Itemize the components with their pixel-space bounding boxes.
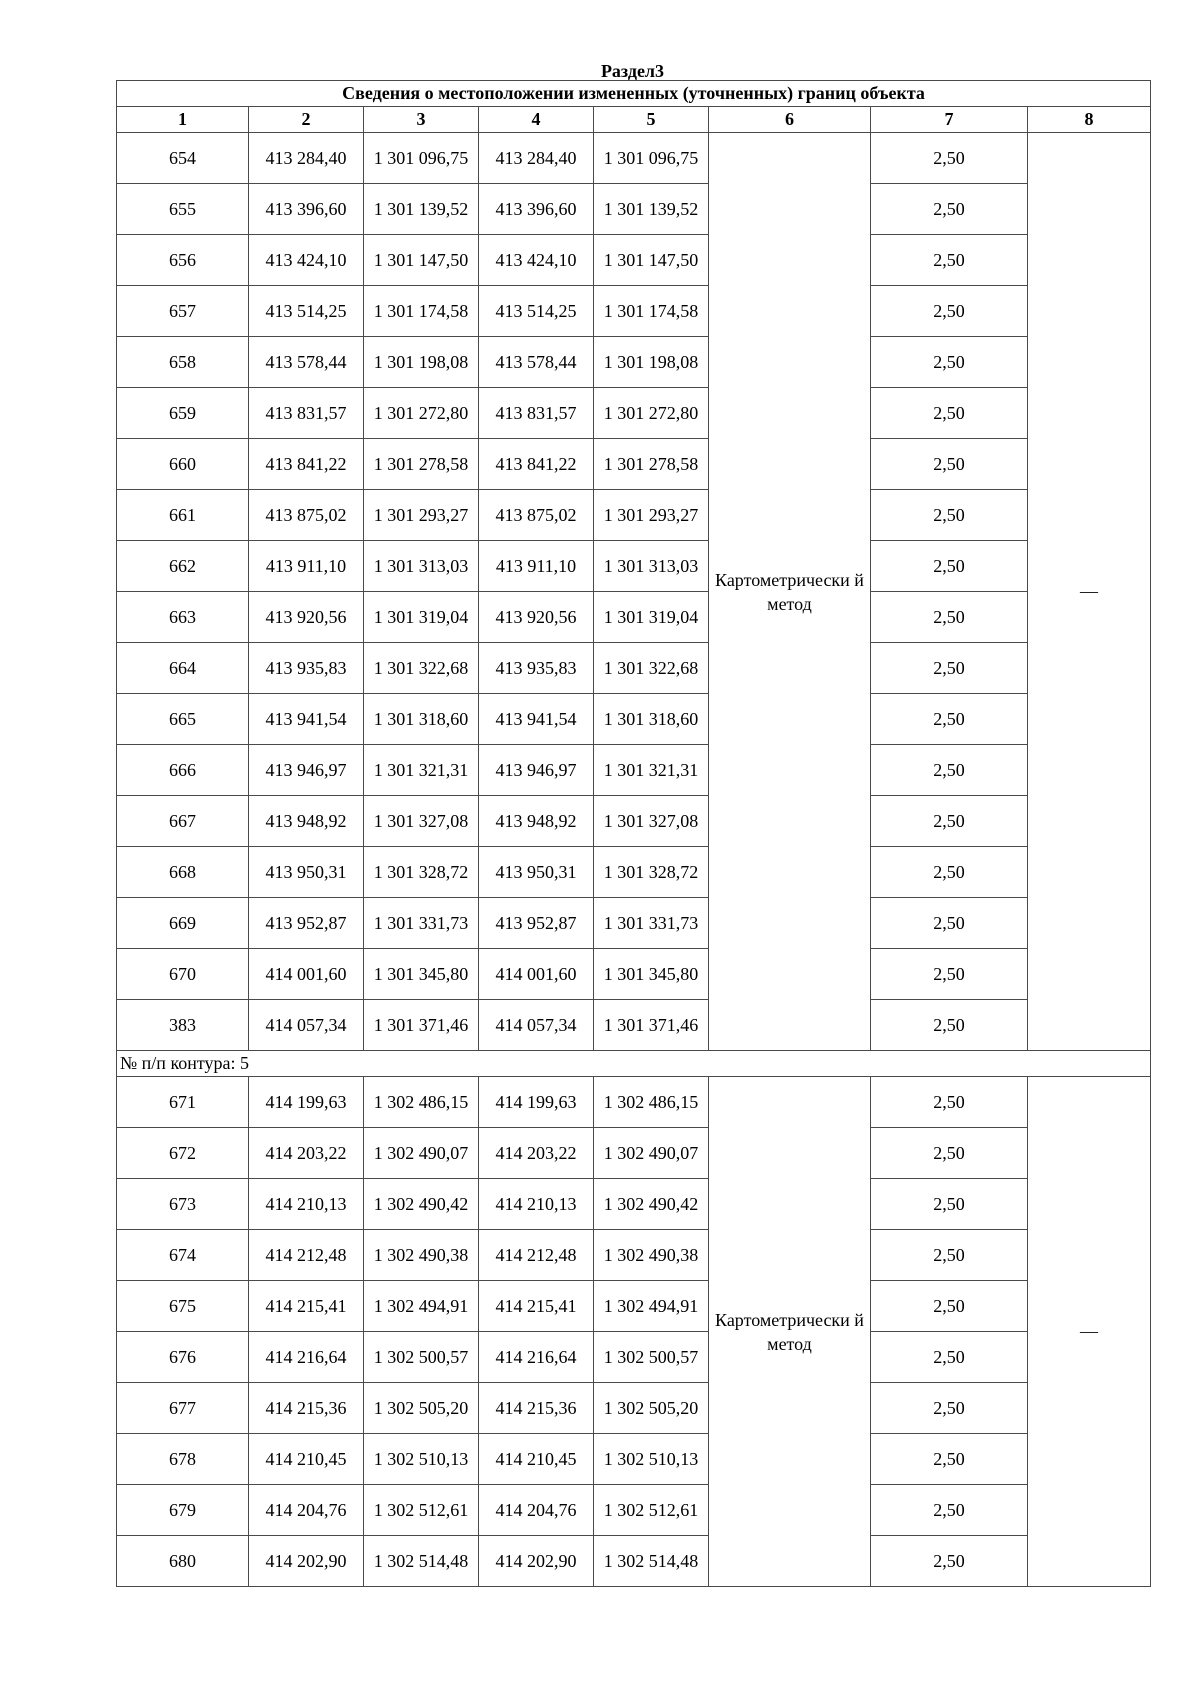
y-existing-cell: 1 302 505,20 [364,1383,479,1434]
x-existing-cell: 414 215,41 [249,1281,364,1332]
x-existing-cell: 414 199,63 [249,1077,364,1128]
table-header-row [117,107,1151,133]
y-existing-cell: 1 302 510,13 [364,1434,479,1485]
y-new-cell: 1 302 494,91 [594,1281,709,1332]
y-existing-cell: 1 301 345,80 [364,949,479,1000]
x-existing-cell: 414 216,64 [249,1332,364,1383]
accuracy-cell: 2,50 [871,286,1028,337]
point-number-cell: 383 [117,1000,249,1051]
contour-label: № п/п контура: 5 [117,1051,1151,1077]
y-existing-cell: 1 301 147,50 [364,235,479,286]
x-existing-cell: 413 831,57 [249,388,364,439]
accuracy-cell: 2,50 [871,643,1028,694]
x-new-cell: 413 514,25 [479,286,594,337]
table-row [117,745,1151,796]
x-existing-cell: 414 057,34 [249,1000,364,1051]
x-new-cell: 413 952,87 [479,898,594,949]
point-number-cell: 678 [117,1434,249,1485]
y-existing-cell: 1 301 313,03 [364,541,479,592]
x-new-cell: 414 199,63 [479,1077,594,1128]
y-new-cell: 1 302 514,48 [594,1536,709,1587]
y-new-cell: 1 301 139,52 [594,184,709,235]
table-row [117,592,1151,643]
column-8-cell: — [1028,1077,1151,1587]
y-new-cell: 1 301 321,31 [594,745,709,796]
x-existing-cell: 414 210,45 [249,1434,364,1485]
y-existing-cell: 1 301 322,68 [364,643,479,694]
y-existing-cell: 1 301 327,08 [364,796,479,847]
point-number-cell: 657 [117,286,249,337]
column-header: 5 [594,107,709,133]
x-new-cell: 413 841,22 [479,439,594,490]
point-number-cell: 667 [117,796,249,847]
x-existing-cell: 413 952,87 [249,898,364,949]
point-number-cell: 664 [117,643,249,694]
table-row [117,1179,1151,1230]
table-row [117,541,1151,592]
point-number-cell: 679 [117,1485,249,1536]
x-new-cell: 413 948,92 [479,796,594,847]
y-new-cell: 1 302 512,61 [594,1485,709,1536]
point-number-cell: 666 [117,745,249,796]
x-new-cell: 413 950,31 [479,847,594,898]
y-new-cell: 1 301 278,58 [594,439,709,490]
contour-row [117,1051,1151,1077]
accuracy-cell: 2,50 [871,1077,1028,1128]
accuracy-cell: 2,50 [871,1434,1028,1485]
accuracy-cell: 2,50 [871,898,1028,949]
point-number-cell: 659 [117,388,249,439]
x-existing-cell: 413 578,44 [249,337,364,388]
table-row [117,286,1151,337]
table-row [117,796,1151,847]
column-header: 6 [709,107,871,133]
x-new-cell: 414 216,64 [479,1332,594,1383]
y-existing-cell: 1 301 272,80 [364,388,479,439]
y-existing-cell: 1 301 318,60 [364,694,479,745]
point-number-cell: 669 [117,898,249,949]
x-existing-cell: 414 203,22 [249,1128,364,1179]
point-number-cell: 677 [117,1383,249,1434]
point-number-cell: 673 [117,1179,249,1230]
x-existing-cell: 413 841,22 [249,439,364,490]
table-row [117,898,1151,949]
table-row [117,949,1151,1000]
table-row [117,643,1151,694]
y-new-cell: 1 301 345,80 [594,949,709,1000]
accuracy-cell: 2,50 [871,1128,1028,1179]
point-number-cell: 655 [117,184,249,235]
y-new-cell: 1 302 500,57 [594,1332,709,1383]
x-new-cell: 414 202,90 [479,1536,594,1587]
y-new-cell: 1 301 328,72 [594,847,709,898]
y-existing-cell: 1 301 278,58 [364,439,479,490]
point-number-cell: 661 [117,490,249,541]
method-cell: Картометрически й метод [709,133,871,1051]
y-existing-cell: 1 302 514,48 [364,1536,479,1587]
column-8-cell: — [1028,133,1151,1051]
x-existing-cell: 413 935,83 [249,643,364,694]
section-title: Раздел3 [600,61,665,81]
accuracy-cell: 2,50 [871,439,1028,490]
point-number-cell: 662 [117,541,249,592]
accuracy-cell: 2,50 [871,133,1028,184]
table-title-row [117,81,1151,107]
accuracy-cell: 2,50 [871,1332,1028,1383]
x-existing-cell: 414 212,48 [249,1230,364,1281]
point-number-cell: 680 [117,1536,249,1587]
table-row [117,1128,1151,1179]
point-number-cell: 660 [117,439,249,490]
y-new-cell: 1 301 174,58 [594,286,709,337]
table-row [117,490,1151,541]
y-existing-cell: 1 301 319,04 [364,592,479,643]
column-header: 2 [249,107,364,133]
point-number-cell: 674 [117,1230,249,1281]
table-row [117,1281,1151,1332]
accuracy-cell: 2,50 [871,796,1028,847]
x-new-cell: 413 935,83 [479,643,594,694]
y-existing-cell: 1 301 293,27 [364,490,479,541]
accuracy-cell: 2,50 [871,1281,1028,1332]
y-existing-cell: 1 302 490,07 [364,1128,479,1179]
table-row [117,1000,1151,1051]
y-existing-cell: 1 302 490,38 [364,1230,479,1281]
point-number-cell: 663 [117,592,249,643]
x-new-cell: 414 204,76 [479,1485,594,1536]
y-existing-cell: 1 301 331,73 [364,898,479,949]
x-existing-cell: 413 948,92 [249,796,364,847]
point-number-cell: 676 [117,1332,249,1383]
table-row [117,1077,1151,1128]
x-new-cell: 413 911,10 [479,541,594,592]
x-existing-cell: 414 215,36 [249,1383,364,1434]
point-number-cell: 658 [117,337,249,388]
y-new-cell: 1 302 486,15 [594,1077,709,1128]
point-number-cell: 665 [117,694,249,745]
y-existing-cell: 1 302 500,57 [364,1332,479,1383]
y-new-cell: 1 301 198,08 [594,337,709,388]
accuracy-cell: 2,50 [871,694,1028,745]
y-new-cell: 1 301 319,04 [594,592,709,643]
y-new-cell: 1 301 272,80 [594,388,709,439]
column-header: 3 [364,107,479,133]
y-existing-cell: 1 301 371,46 [364,1000,479,1051]
point-number-cell: 668 [117,847,249,898]
y-new-cell: 1 301 096,75 [594,133,709,184]
column-header: 7 [871,107,1028,133]
x-new-cell: 413 284,40 [479,133,594,184]
column-header: 8 [1028,107,1151,133]
accuracy-cell: 2,50 [871,1485,1028,1536]
x-existing-cell: 414 210,13 [249,1179,364,1230]
x-existing-cell: 413 946,97 [249,745,364,796]
x-new-cell: 414 212,48 [479,1230,594,1281]
y-new-cell: 1 301 327,08 [594,796,709,847]
x-existing-cell: 413 875,02 [249,490,364,541]
y-existing-cell: 1 302 486,15 [364,1077,479,1128]
x-new-cell: 413 578,44 [479,337,594,388]
table-row [117,1434,1151,1485]
y-existing-cell: 1 302 494,91 [364,1281,479,1332]
x-existing-cell: 413 911,10 [249,541,364,592]
table-row [117,1536,1151,1587]
accuracy-cell: 2,50 [871,1000,1028,1051]
y-new-cell: 1 302 505,20 [594,1383,709,1434]
accuracy-cell: 2,50 [871,1383,1028,1434]
table-row [117,847,1151,898]
x-new-cell: 413 946,97 [479,745,594,796]
y-new-cell: 1 301 147,50 [594,235,709,286]
y-existing-cell: 1 302 512,61 [364,1485,479,1536]
accuracy-cell: 2,50 [871,235,1028,286]
column-header: 1 [117,107,249,133]
x-new-cell: 413 396,60 [479,184,594,235]
x-new-cell: 414 210,45 [479,1434,594,1485]
x-new-cell: 413 424,10 [479,235,594,286]
table-row [117,1485,1151,1536]
point-number-cell: 675 [117,1281,249,1332]
accuracy-cell: 2,50 [871,184,1028,235]
y-existing-cell: 1 301 096,75 [364,133,479,184]
y-new-cell: 1 301 293,27 [594,490,709,541]
y-new-cell: 1 301 371,46 [594,1000,709,1051]
accuracy-cell: 2,50 [871,1536,1028,1587]
y-new-cell: 1 302 490,07 [594,1128,709,1179]
y-new-cell: 1 301 313,03 [594,541,709,592]
y-existing-cell: 1 301 198,08 [364,337,479,388]
accuracy-cell: 2,50 [871,1230,1028,1281]
y-existing-cell: 1 302 490,42 [364,1179,479,1230]
y-new-cell: 1 301 318,60 [594,694,709,745]
point-number-cell: 672 [117,1128,249,1179]
table-row [117,388,1151,439]
table-row [117,1383,1151,1434]
accuracy-cell: 2,50 [871,490,1028,541]
x-new-cell: 413 941,54 [479,694,594,745]
y-new-cell: 1 302 490,38 [594,1230,709,1281]
column-header: 4 [479,107,594,133]
x-new-cell: 414 215,36 [479,1383,594,1434]
table-row [117,133,1151,184]
x-new-cell: 414 203,22 [479,1128,594,1179]
method-cell: Картометрически й метод [709,1077,871,1587]
y-new-cell: 1 302 490,42 [594,1179,709,1230]
x-new-cell: 413 875,02 [479,490,594,541]
point-number-cell: 656 [117,235,249,286]
y-new-cell: 1 301 322,68 [594,643,709,694]
table-row [117,1230,1151,1281]
table-row [117,184,1151,235]
boundary-coordinates-table [116,80,1151,1587]
x-existing-cell: 413 514,25 [249,286,364,337]
accuracy-cell: 2,50 [871,847,1028,898]
x-existing-cell: 413 941,54 [249,694,364,745]
accuracy-cell: 2,50 [871,337,1028,388]
y-existing-cell: 1 301 139,52 [364,184,479,235]
x-existing-cell: 414 202,90 [249,1536,364,1587]
x-existing-cell: 413 424,10 [249,235,364,286]
point-number-cell: 670 [117,949,249,1000]
y-new-cell: 1 301 331,73 [594,898,709,949]
x-existing-cell: 413 284,40 [249,133,364,184]
table-row [117,439,1151,490]
x-new-cell: 414 215,41 [479,1281,594,1332]
point-number-cell: 671 [117,1077,249,1128]
table-row [117,235,1151,286]
table-title: Сведения о местоположении измененных (уточненных) границ объекта [117,81,1151,107]
accuracy-cell: 2,50 [871,541,1028,592]
accuracy-cell: 2,50 [871,388,1028,439]
y-existing-cell: 1 301 328,72 [364,847,479,898]
x-new-cell: 414 057,34 [479,1000,594,1051]
x-new-cell: 414 001,60 [479,949,594,1000]
x-existing-cell: 413 920,56 [249,592,364,643]
accuracy-cell: 2,50 [871,592,1028,643]
x-new-cell: 413 831,57 [479,388,594,439]
y-existing-cell: 1 301 321,31 [364,745,479,796]
accuracy-cell: 2,50 [871,949,1028,1000]
accuracy-cell: 2,50 [871,1179,1028,1230]
x-existing-cell: 413 396,60 [249,184,364,235]
accuracy-cell: 2,50 [871,745,1028,796]
y-existing-cell: 1 301 174,58 [364,286,479,337]
x-new-cell: 414 210,13 [479,1179,594,1230]
x-existing-cell: 413 950,31 [249,847,364,898]
y-new-cell: 1 302 510,13 [594,1434,709,1485]
x-existing-cell: 414 001,60 [249,949,364,1000]
table-row [117,694,1151,745]
x-new-cell: 413 920,56 [479,592,594,643]
x-existing-cell: 414 204,76 [249,1485,364,1536]
point-number-cell: 654 [117,133,249,184]
table-row [117,337,1151,388]
table-row [117,1332,1151,1383]
